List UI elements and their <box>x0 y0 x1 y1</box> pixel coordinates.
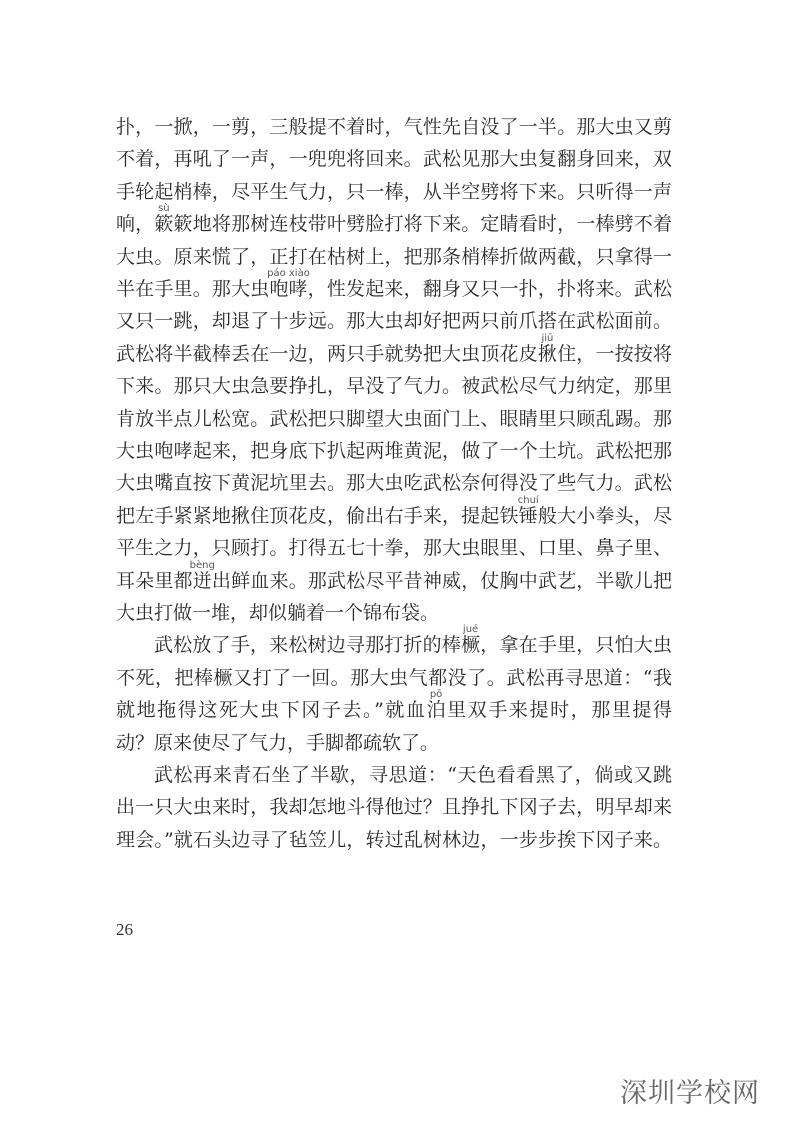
text-run: ，性发起来，翻身又只一扑，扑将来。武松 <box>307 278 672 300</box>
text-run: 平生之力，只顾打。打得五七十拳，那大虫眼里、口里、鼻子里、 <box>116 537 672 560</box>
pinyin-annotation: páo xiào <box>267 268 310 279</box>
text-run: 大虫咆哮起来，把身底下扒起两堆黄泥，做了一个土坑。武松把那 <box>116 440 672 462</box>
text-line <box>116 268 672 300</box>
text-line <box>116 407 672 430</box>
text-run: 大虫嘴直按下黄泥坑里去。那大虫吃武松奈何得没了些气力。武松 <box>116 472 672 495</box>
text-run: 不死，把棒橛又打了一回。那大虫气都没了。武松再寻思道：“我 <box>116 666 672 689</box>
annotated-word: 咆哮 páo xiào <box>267 268 310 300</box>
text-run: 把左手紧紧地揪住顶花皮，偷出右手来，提起铁 <box>116 504 519 527</box>
text-line <box>116 666 672 689</box>
text-run: 耳朵里都 <box>116 569 193 592</box>
text-run: 理会。”就石头边寻了毡笠儿，转过乱树林边，一步步挨下冈子来。 <box>116 828 672 851</box>
text-run: 半在手里。那大虫 <box>116 278 270 300</box>
text-run: 手轮起梢棒，尽平生气力，只一棒，从半空劈将下来。只听得一声 <box>116 180 672 203</box>
text-line <box>116 332 672 365</box>
text-line <box>116 559 672 592</box>
text-run: 不着，再吼了一声，一兜兜将回来。武松见那大虫复翻身回来，双 <box>116 148 672 171</box>
text-run: 动？原来使尽了气力，手脚都疏软了。 <box>116 731 440 754</box>
text-run: 出鲜血来。那武松尽平昔神威，仗胸中武艺，半歇儿把 <box>211 569 672 592</box>
text-run: 扑，一掀，一剪，三般提不着时，气性先自没了一半。那大虫又剪 <box>116 116 672 138</box>
text-run: 武松将半截棒丢在一边，两只手就势把大虫顶花皮 <box>116 342 538 365</box>
text-run: 住，一按按将 <box>556 342 672 365</box>
text-line <box>116 377 672 396</box>
pinyin-annotation: chuí <box>517 494 539 506</box>
text-run: 大虫。原来慌了，正打在枯树上，把那条梢棒折做两截，只拿得一 <box>116 245 672 268</box>
text-line <box>154 766 672 785</box>
text-run: 就地拖得这死大虫下冈子去。”就血 <box>116 699 427 722</box>
text-line <box>116 245 672 268</box>
text-line <box>116 150 672 169</box>
annotated-word: 泊 pō <box>426 689 446 722</box>
text-line <box>116 731 672 754</box>
text-run: 下来。那只大虫急要挣扎，早没了气力。被武松尽气力纳定，那里 <box>116 375 672 398</box>
text-run: 出一只大虫来时，我却怎地斗得他过？且挣扎下冈子去，明早却来 <box>116 796 672 819</box>
page-number: 26 <box>116 920 133 939</box>
text-run: 响， <box>116 213 155 236</box>
text-run: ，拿在手里，只怕大虫 <box>480 634 672 657</box>
text-run: 武松再来青石坐了半歇，寻思道：“天色看看黑了，倘或又跳 <box>154 764 672 786</box>
text-run: 簌地将那树连枝带叶劈脸打将下来。定睛看时，一棒劈不着 <box>173 213 672 236</box>
text-line <box>116 118 672 137</box>
text-line <box>116 798 672 817</box>
annotated-word: 揪 jiū <box>537 332 557 365</box>
text-run: 肯放半点儿松宽。武松把只脚望大虫面门上、眼睛里只顾乱踢。那 <box>116 407 672 430</box>
text-line <box>116 180 672 203</box>
annotated-word: 橛 jué <box>461 624 481 657</box>
pinyin-annotation: sù <box>158 203 170 215</box>
text-run: 里双手来提时，那里提得 <box>445 699 672 722</box>
text-line <box>116 442 672 461</box>
text-line <box>116 539 672 558</box>
text-run: 大虫打做一堆，却似躺着一个锦布袋。 <box>116 602 440 624</box>
text-line <box>116 312 672 331</box>
text-line <box>116 689 672 722</box>
pinyin-annotation: bèng <box>189 559 215 571</box>
site-watermark: 深圳学校网 <box>620 1078 760 1109</box>
text-line <box>116 474 672 493</box>
pinyin-annotation: jué <box>462 624 479 636</box>
text-run: 又只一跳，却退了十步远。那大虫却好把两只前爪搭在武松面前。 <box>116 310 672 333</box>
text-run: 武松放了手，来松树边寻那打折的棒 <box>154 634 462 657</box>
annotated-word: 迸 bèng <box>189 559 215 592</box>
text-run: 般大小拳头，尽 <box>537 504 672 527</box>
annotated-word: 簌 sù <box>154 203 174 236</box>
pinyin-annotation: jiū <box>541 332 554 344</box>
pinyin-annotation: pō <box>429 689 443 701</box>
text-line <box>116 604 672 623</box>
text-line <box>154 624 672 657</box>
annotated-word: 锤 chuí <box>517 494 539 527</box>
text-line <box>116 494 672 527</box>
text-line <box>116 203 672 236</box>
text-line <box>116 828 672 851</box>
